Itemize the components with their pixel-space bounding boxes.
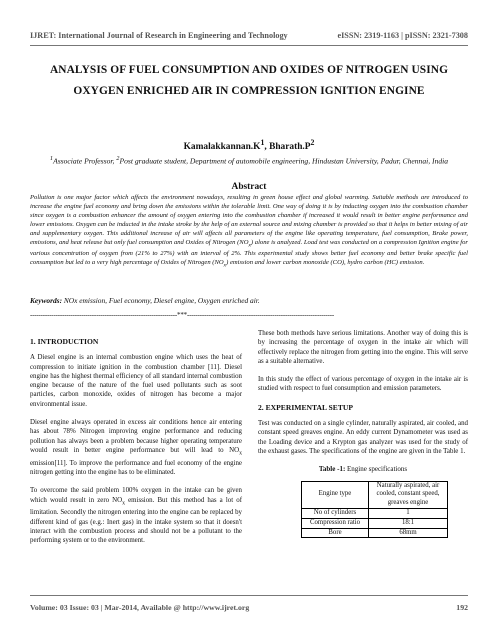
footer-rule bbox=[30, 595, 468, 596]
keywords-label: Keywords: bbox=[30, 296, 63, 305]
affil-sup-2: 2 bbox=[116, 155, 120, 162]
setup-heading: 2. EXPERIMENTAL SETUP bbox=[258, 402, 354, 412]
right-paragraph-2: In this study the effect of various percentage of oxygen in the intake air is studied with respect to fuel consumption and emission parameters. bbox=[258, 376, 468, 393]
author-1-sup: 1 bbox=[260, 138, 265, 147]
authors bbox=[30, 138, 468, 152]
page-footer bbox=[30, 603, 468, 612]
affiliation bbox=[30, 153, 468, 167]
footer-volume-text: Volume: 03 Issue: 03 | Mar-2014, Available @ bbox=[30, 603, 183, 612]
table-cell: Engine type bbox=[302, 481, 369, 508]
table-cell: 18:1 bbox=[369, 518, 448, 528]
intro-paragraph-2 bbox=[30, 418, 242, 477]
abstract-sub-2: x bbox=[223, 261, 227, 268]
author-1: Kamalakkannan.K bbox=[183, 142, 261, 153]
footer-link[interactable]: http://www.ijret.org bbox=[182, 603, 250, 612]
table-cell: No of cylinders bbox=[302, 508, 369, 518]
issn-info: eISSN: 2319-1163 | pISSN: 2321-7308 bbox=[337, 31, 468, 40]
keywords bbox=[30, 296, 468, 305]
intro-paragraph-3 bbox=[30, 486, 242, 545]
affil-text-2: Post graduate student, Department of automobile engineering, Hindustan University, Padur, Chennai, India bbox=[119, 156, 449, 166]
table-caption-text: Engine specifications bbox=[345, 465, 408, 474]
paper-title: ANALYSIS OF FUEL CONSUMPTION AND OXIDES OF NITROGEN USING OXYGEN ENRICHED AIR IN COMPRESSION IGNITION ENGINE bbox=[49, 64, 449, 97]
abstract-heading: Abstract bbox=[231, 182, 267, 192]
keywords-text: NOx emission, Fuel economy, Diesel engine, Oxygen enriched air. bbox=[62, 296, 260, 305]
table-row bbox=[302, 481, 448, 508]
engine-spec-table bbox=[301, 481, 448, 539]
abstract-body bbox=[30, 194, 468, 270]
table-cell: Compression ratio bbox=[302, 518, 369, 528]
setup-paragraph: Test was conducted on a single cylinder, naturally aspirated, air cooled, and constant speed greaves engine. An eddy current Dynamometer was used as the Loading device and a Krypton gas analyzer was used for the study of the exhaust gases. The specifications of the engine are given in the Table 1. bbox=[258, 420, 468, 455]
footer-volume bbox=[30, 603, 249, 612]
author-2: Bharath.P bbox=[269, 142, 311, 153]
intro-p3-b: emission. But this method has a lot of limitation. Secondly the nitrogen entering into the engine can be replaced by different kind of gas (e.g.: Inert gas) in the intake system so that it doesn't interact with the combustion process and should not be a pollutant to the performing system or to the environment. bbox=[30, 496, 242, 545]
intro-heading: 1. INTRODUCTION bbox=[30, 337, 99, 346]
journal-name: IJRET: International Journal of Research in Engineering and Technology bbox=[30, 31, 288, 40]
intro-p2-a: Diesel engine always operated in excess air conditions hence air entering has about 78% Nitrogen improving engine performance and reducing pollution has always been a problem because higher operating temperature would result in better engine performance but will lead to NO bbox=[30, 419, 242, 454]
section-separator: ---------------------------------------------------------------------***--------------------------------------------------------------------- bbox=[30, 311, 334, 319]
table-caption-label: Table -1: bbox=[318, 465, 346, 474]
abstract-sub-1: x bbox=[248, 241, 251, 248]
intro-p3-sub: x bbox=[122, 499, 125, 506]
right-column bbox=[258, 329, 468, 538]
table-cell: 68mm bbox=[369, 528, 448, 538]
intro-p2-sub: x bbox=[239, 450, 242, 457]
table-row bbox=[302, 508, 448, 518]
abstract-text-b: ) alone is analyzed. Load test was conducted on a compression Ignition engine for various concentration of oxygen from (21% to 27%) with an interval of 2%. This experimental study shows better fuel economy and better brake specific fuel consumption but led to a very high percentage of Oxides of Nitrogen (NO bbox=[30, 238, 468, 266]
intro-p2-b: emission[11]. To improve the performance and fuel economy of the engine nitrogen getting into the engine has to be eliminated. bbox=[30, 459, 242, 476]
author-separator: , bbox=[264, 142, 270, 153]
table-cell: 1 bbox=[369, 508, 448, 518]
abstract-text-a: Pollution is one major factor which affects the environment nowadays, resulting in green house effect and global warming. Suitable methods are introduced to increase the engine fuel economy and bring down the emissions within the tolerable limit. One way of doing it is by inducting oxygen into the combustion chamber since oxygen is a combustion enhancer the amount of oxygen entering into the combustion chamber if increased it would result in better engine performance and lower emissions. Oxygen can be inducted in the intake stroke by the help of an external source and mixing chamber is provided so that it helps in better mixing of air and supplementary oxygen. This additional increase of air will affects all parameters of the engine like operating temperature, fuel consumption, Brake power, emissions, and heat release but only fuel consumption and Oxides of Nitrogen (NO bbox=[30, 194, 468, 246]
affil-sup-1: 1 bbox=[49, 155, 54, 162]
table-cell: Bore bbox=[302, 528, 369, 538]
affil-text-1: Associate Professor, bbox=[53, 156, 117, 166]
right-paragraph-1: These both methods have serious limitations. Another way of doing this is by increasing the percentage of oxygen in the intake air which will effectively replace the nitrogen from getting into the engine. This will serve as a suitable alternative. bbox=[258, 330, 468, 365]
table-row bbox=[302, 518, 448, 528]
intro-p3-a: To overcome the said problem 100% oxygen in the intake can be given which would result in zero NO bbox=[30, 487, 242, 504]
page-number: 192 bbox=[456, 603, 468, 612]
intro-paragraph-1: A Diesel engine is an internal combustion engine which uses the heat of compression to initiate ignition in the combustion chamber [11]. Diesel engine has the highest thermal efficiency of all standard internal combustion engine because of the nature of the fuel used pollutants such as soot particles, carbon monoxide, oxides of nitrogen has become a major environmental issue. bbox=[30, 354, 242, 408]
author-2-sup: 2 bbox=[310, 138, 315, 147]
table-cell: Naturally aspirated, air cooled, constant speed, greaves engine bbox=[369, 481, 448, 508]
table-caption bbox=[258, 465, 468, 474]
abstract-text-c: ) emission and lower carbon monoxide (CO), hydro carbon (HC) emission. bbox=[226, 258, 425, 266]
table-row bbox=[302, 528, 448, 538]
left-column bbox=[30, 337, 242, 554]
header-rule bbox=[30, 45, 468, 46]
running-header bbox=[30, 31, 468, 40]
